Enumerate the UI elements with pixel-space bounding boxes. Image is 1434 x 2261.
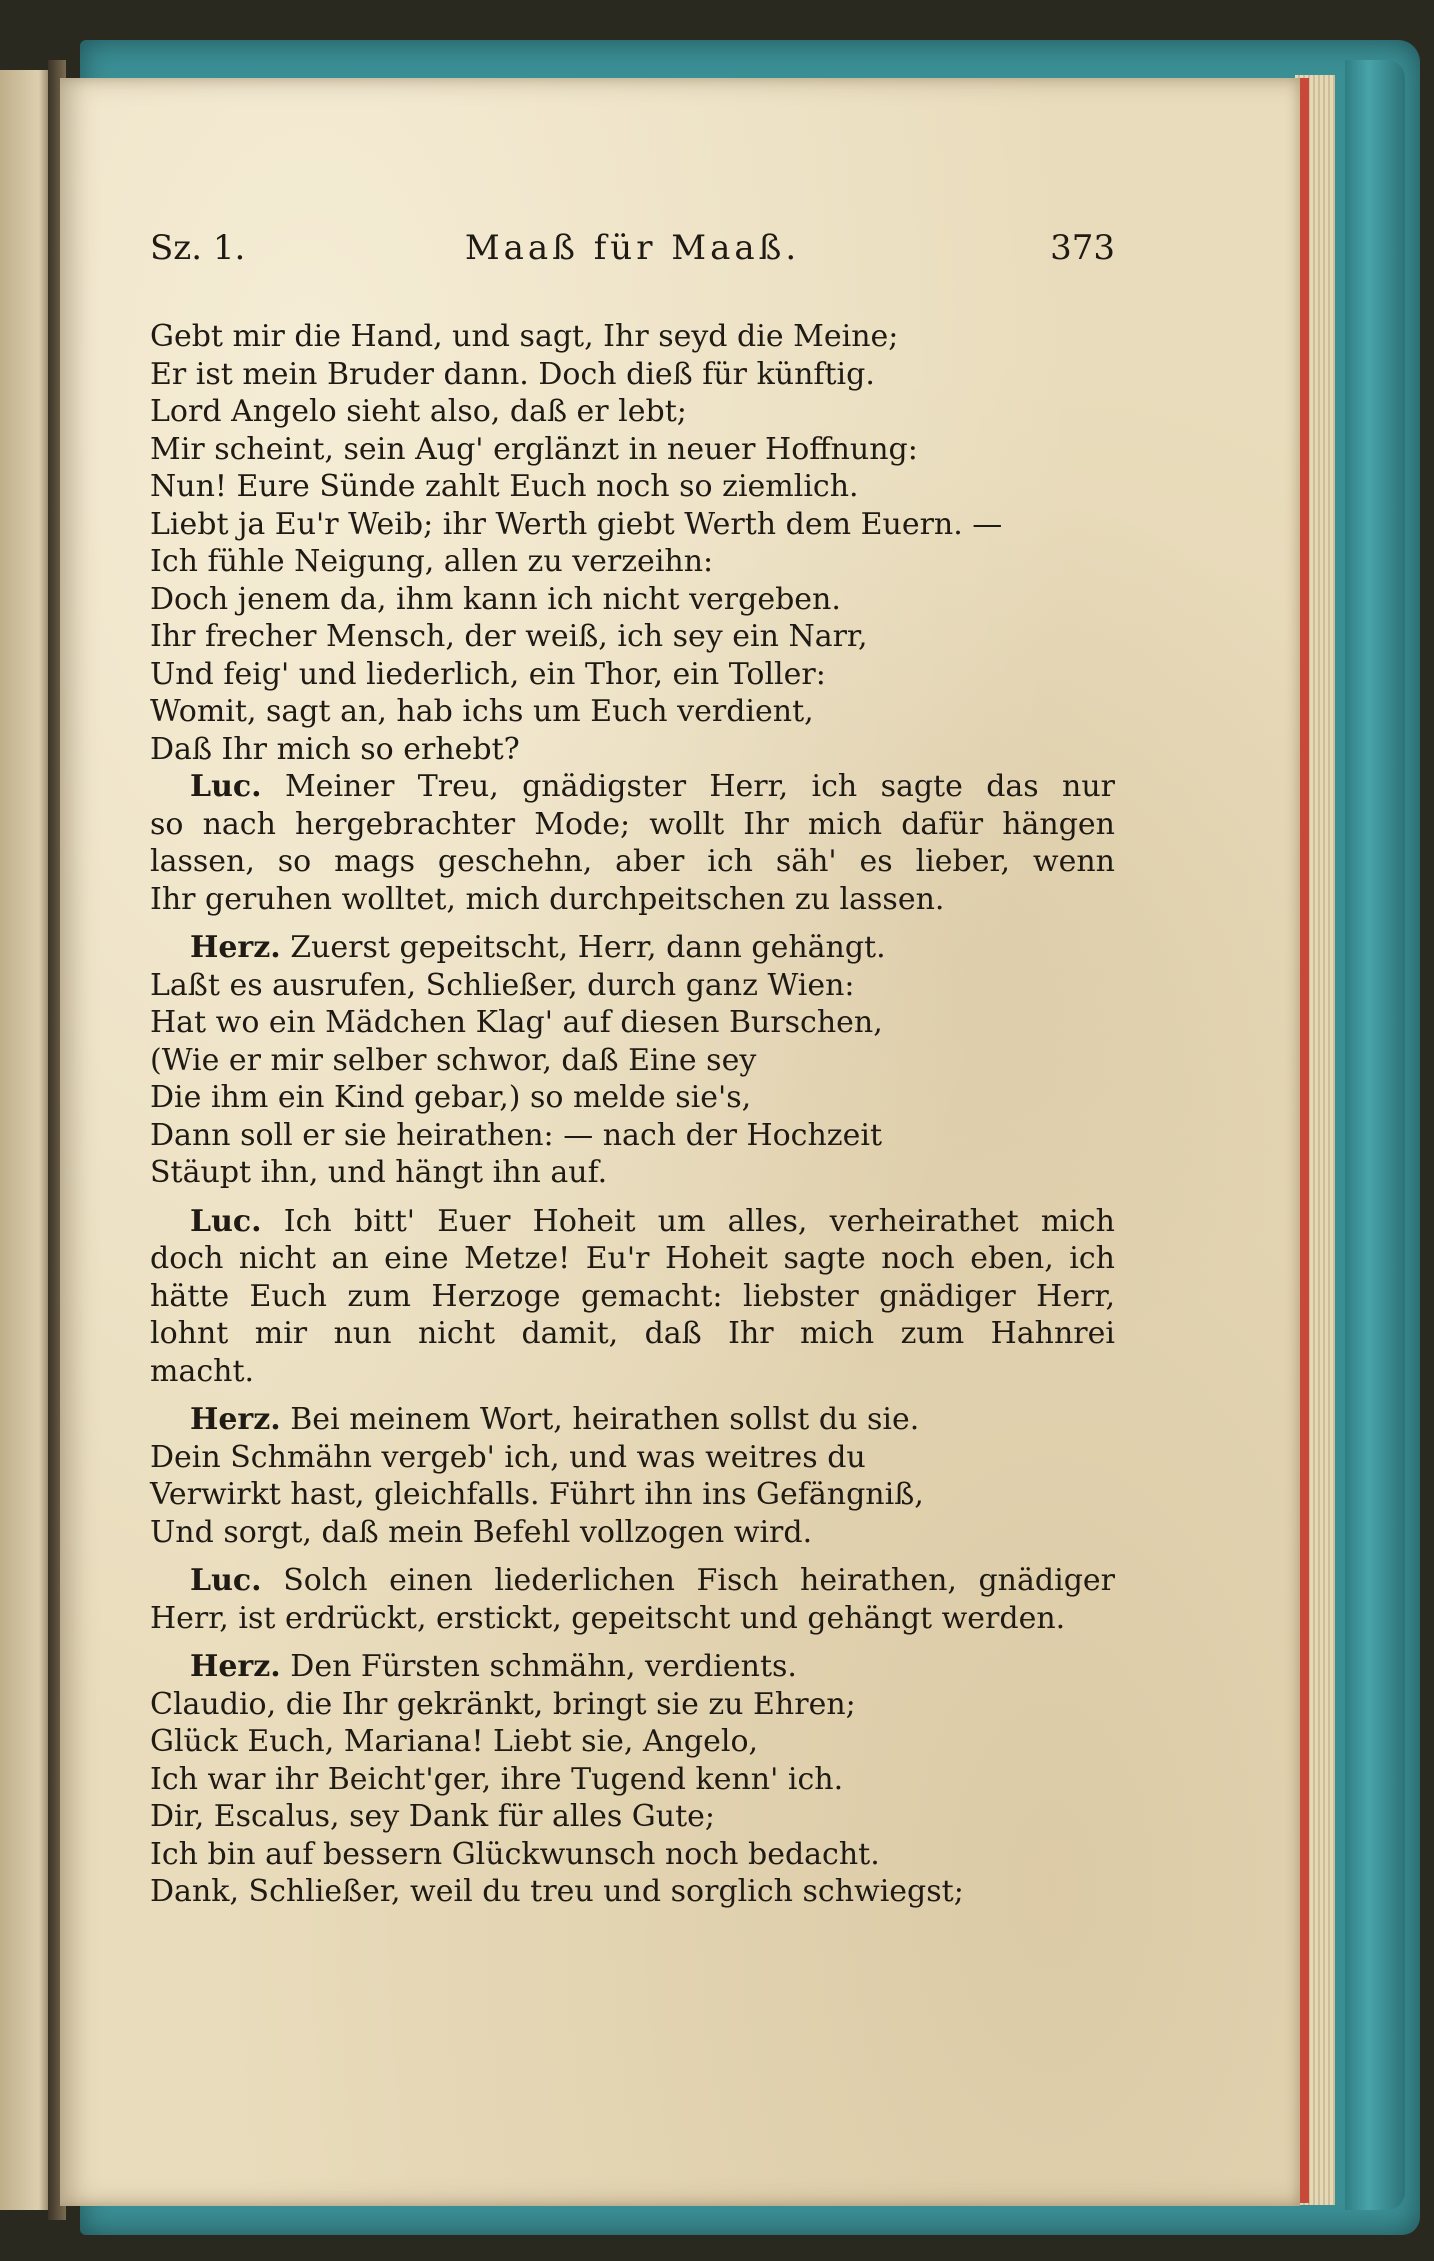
speech-first-line (150, 1203, 1115, 1241)
verse-line: Verwirkt hast, gleichfalls. Führt ihn ins Gefängniß, (150, 1477, 924, 1512)
verse-line: Mir scheint, sein Aug' erglänzt in neuer Hoffnung: (150, 431, 918, 467)
speech-first-line (150, 1648, 1115, 1686)
prose-line: lassen, so mags geschehn, aber ich säh' es lieber, wenn (150, 844, 1115, 879)
speech-duke-2 (150, 1401, 1115, 1551)
speech-lucio-3 (150, 1562, 1115, 1637)
speech-first-line (150, 768, 1115, 806)
verse-line: Liebt ja Eu'r Weib; ihr Werth giebt Werth dem Euern. — (150, 506, 1003, 542)
verse-line: Ich fühle Neigung, allen zu verzeihn: (150, 544, 714, 579)
verse-line: Dein Schmähn vergeb' ich, und was weitres du (150, 1439, 866, 1475)
prose-line: lohnt mir nun nicht damit, daß Ihr mich zum Hahnrei (150, 1316, 1115, 1351)
scene-label: Sz. 1. (150, 228, 246, 268)
verse-line: Lord Angelo sieht also, daß er lebt; (150, 394, 687, 429)
speech-lucio-1 (150, 768, 1115, 918)
verse-line: Daß Ihr mich so erhebt? (150, 731, 520, 767)
prose-line: macht. (150, 1353, 255, 1389)
speaker-name: Luc. (190, 1203, 262, 1239)
speech-lucio-2 (150, 1203, 1115, 1391)
verse-line: Stäupt ihn, und hängt ihn auf. (150, 1155, 608, 1190)
verse-block-1 (150, 318, 1115, 768)
prose-line: doch nicht an eine Metze! Eu'r Hoheit sagte noch eben, ich (150, 1241, 1115, 1276)
verse-line: Er ist mein Bruder dann. Doch dieß für künftig. (150, 356, 875, 392)
verse-line: (Wie er mir selber schwor, daß Eine sey (150, 1042, 757, 1078)
speech-text: Den Fürsten schmähn, verdients. (290, 1649, 797, 1684)
prose-line: hätte Euch zum Herzoge gemacht: liebster gnädiger Herr, (150, 1278, 1115, 1314)
speech-text: Ich bitt' Euer Hoheit um alles, verheirathet mich (283, 1203, 1116, 1239)
speech-first-line (150, 1562, 1115, 1600)
speaker-name: Herz. (190, 930, 281, 965)
verse-line: Doch jenem da, ihm kann ich nicht vergeben. (150, 581, 841, 617)
verse-line: Dank, Schließer, weil du treu und sorglich schwiegst; (150, 1874, 964, 1909)
verse-line: Ich bin auf bessern Glückwunsch noch bedacht. (150, 1836, 880, 1872)
prose-line: so nach hergebrachter Mode; wollt Ihr mich dafür hängen (150, 806, 1115, 842)
speech-text: Bei meinem Wort, heirathen sollst du sie. (290, 1402, 920, 1437)
speaker-name: Herz. (190, 1402, 281, 1437)
red-page-edge (1300, 78, 1309, 2203)
verse-line: Hat wo ein Mädchen Klag' auf diesen Burschen, (150, 1005, 883, 1040)
facing-page (0, 70, 55, 2210)
speech-first-line (150, 929, 1115, 967)
speech-text: Solch einen liederlichen Fisch heirathen, gnädiger (283, 1563, 1115, 1598)
verse-line: Laßt es ausrufen, Schließer, durch ganz Wien: (150, 967, 855, 1003)
verse-line: Glück Euch, Mariana! Liebt sie, Angelo, (150, 1724, 759, 1759)
play-title: Maaß für Maaß. (464, 228, 801, 268)
verse-line: Ich war ihr Beicht'ger, ihre Tugend kenn' ich. (150, 1761, 844, 1797)
verse-line: Womit, sagt an, hab ichs um Euch verdient, (150, 694, 814, 729)
speaker-name: Luc. (190, 769, 262, 804)
speech-first-line (150, 1401, 1115, 1439)
verse-line: Und feig' und liederlich, ein Thor, ein Toller: (150, 656, 826, 692)
page-body (150, 318, 1115, 1911)
page-number: 373 (1050, 228, 1115, 268)
running-head (150, 228, 1115, 272)
speech-duke-1 (150, 929, 1115, 1192)
speech-text: Zuerst gepeitscht, Herr, dann gehängt. (290, 930, 886, 965)
speech-text: Meiner Treu, gnädigster Herr, ich sagte das nur (284, 769, 1115, 804)
cover-edge (1345, 60, 1405, 2210)
speaker-name: Luc. (190, 1563, 262, 1598)
verse-line: Die ihm ein Kind gebar,) so melde sie's, (150, 1080, 752, 1115)
speech-duke-3 (150, 1648, 1115, 1911)
verse-line: Nun! Eure Sünde zahlt Euch noch so ziemlich. (150, 469, 859, 504)
verse-line: Ihr frecher Mensch, der weiß, ich sey ein Narr, (150, 619, 868, 654)
verse-line: Claudio, die Ihr gekränkt, bringt sie zu Ehren; (150, 1686, 856, 1722)
speaker-name: Herz. (190, 1649, 281, 1684)
verse-line: Und sorgt, daß mein Befehl vollzogen wird. (150, 1514, 813, 1550)
verse-line: Gebt mir die Hand, und sagt, Ihr seyd die Meine; (150, 319, 899, 354)
prose-line: Ihr geruhen wolltet, mich durchpeitschen zu lassen. (150, 881, 945, 917)
prose-line: Herr, ist erdrückt, erstickt, gepeitscht und gehängt werden. (150, 1600, 1066, 1636)
verse-line: Dann soll er sie heirathen: — nach der Hochzeit (150, 1117, 882, 1153)
verse-line: Dir, Escalus, sey Dank für alles Gute; (150, 1799, 716, 1834)
